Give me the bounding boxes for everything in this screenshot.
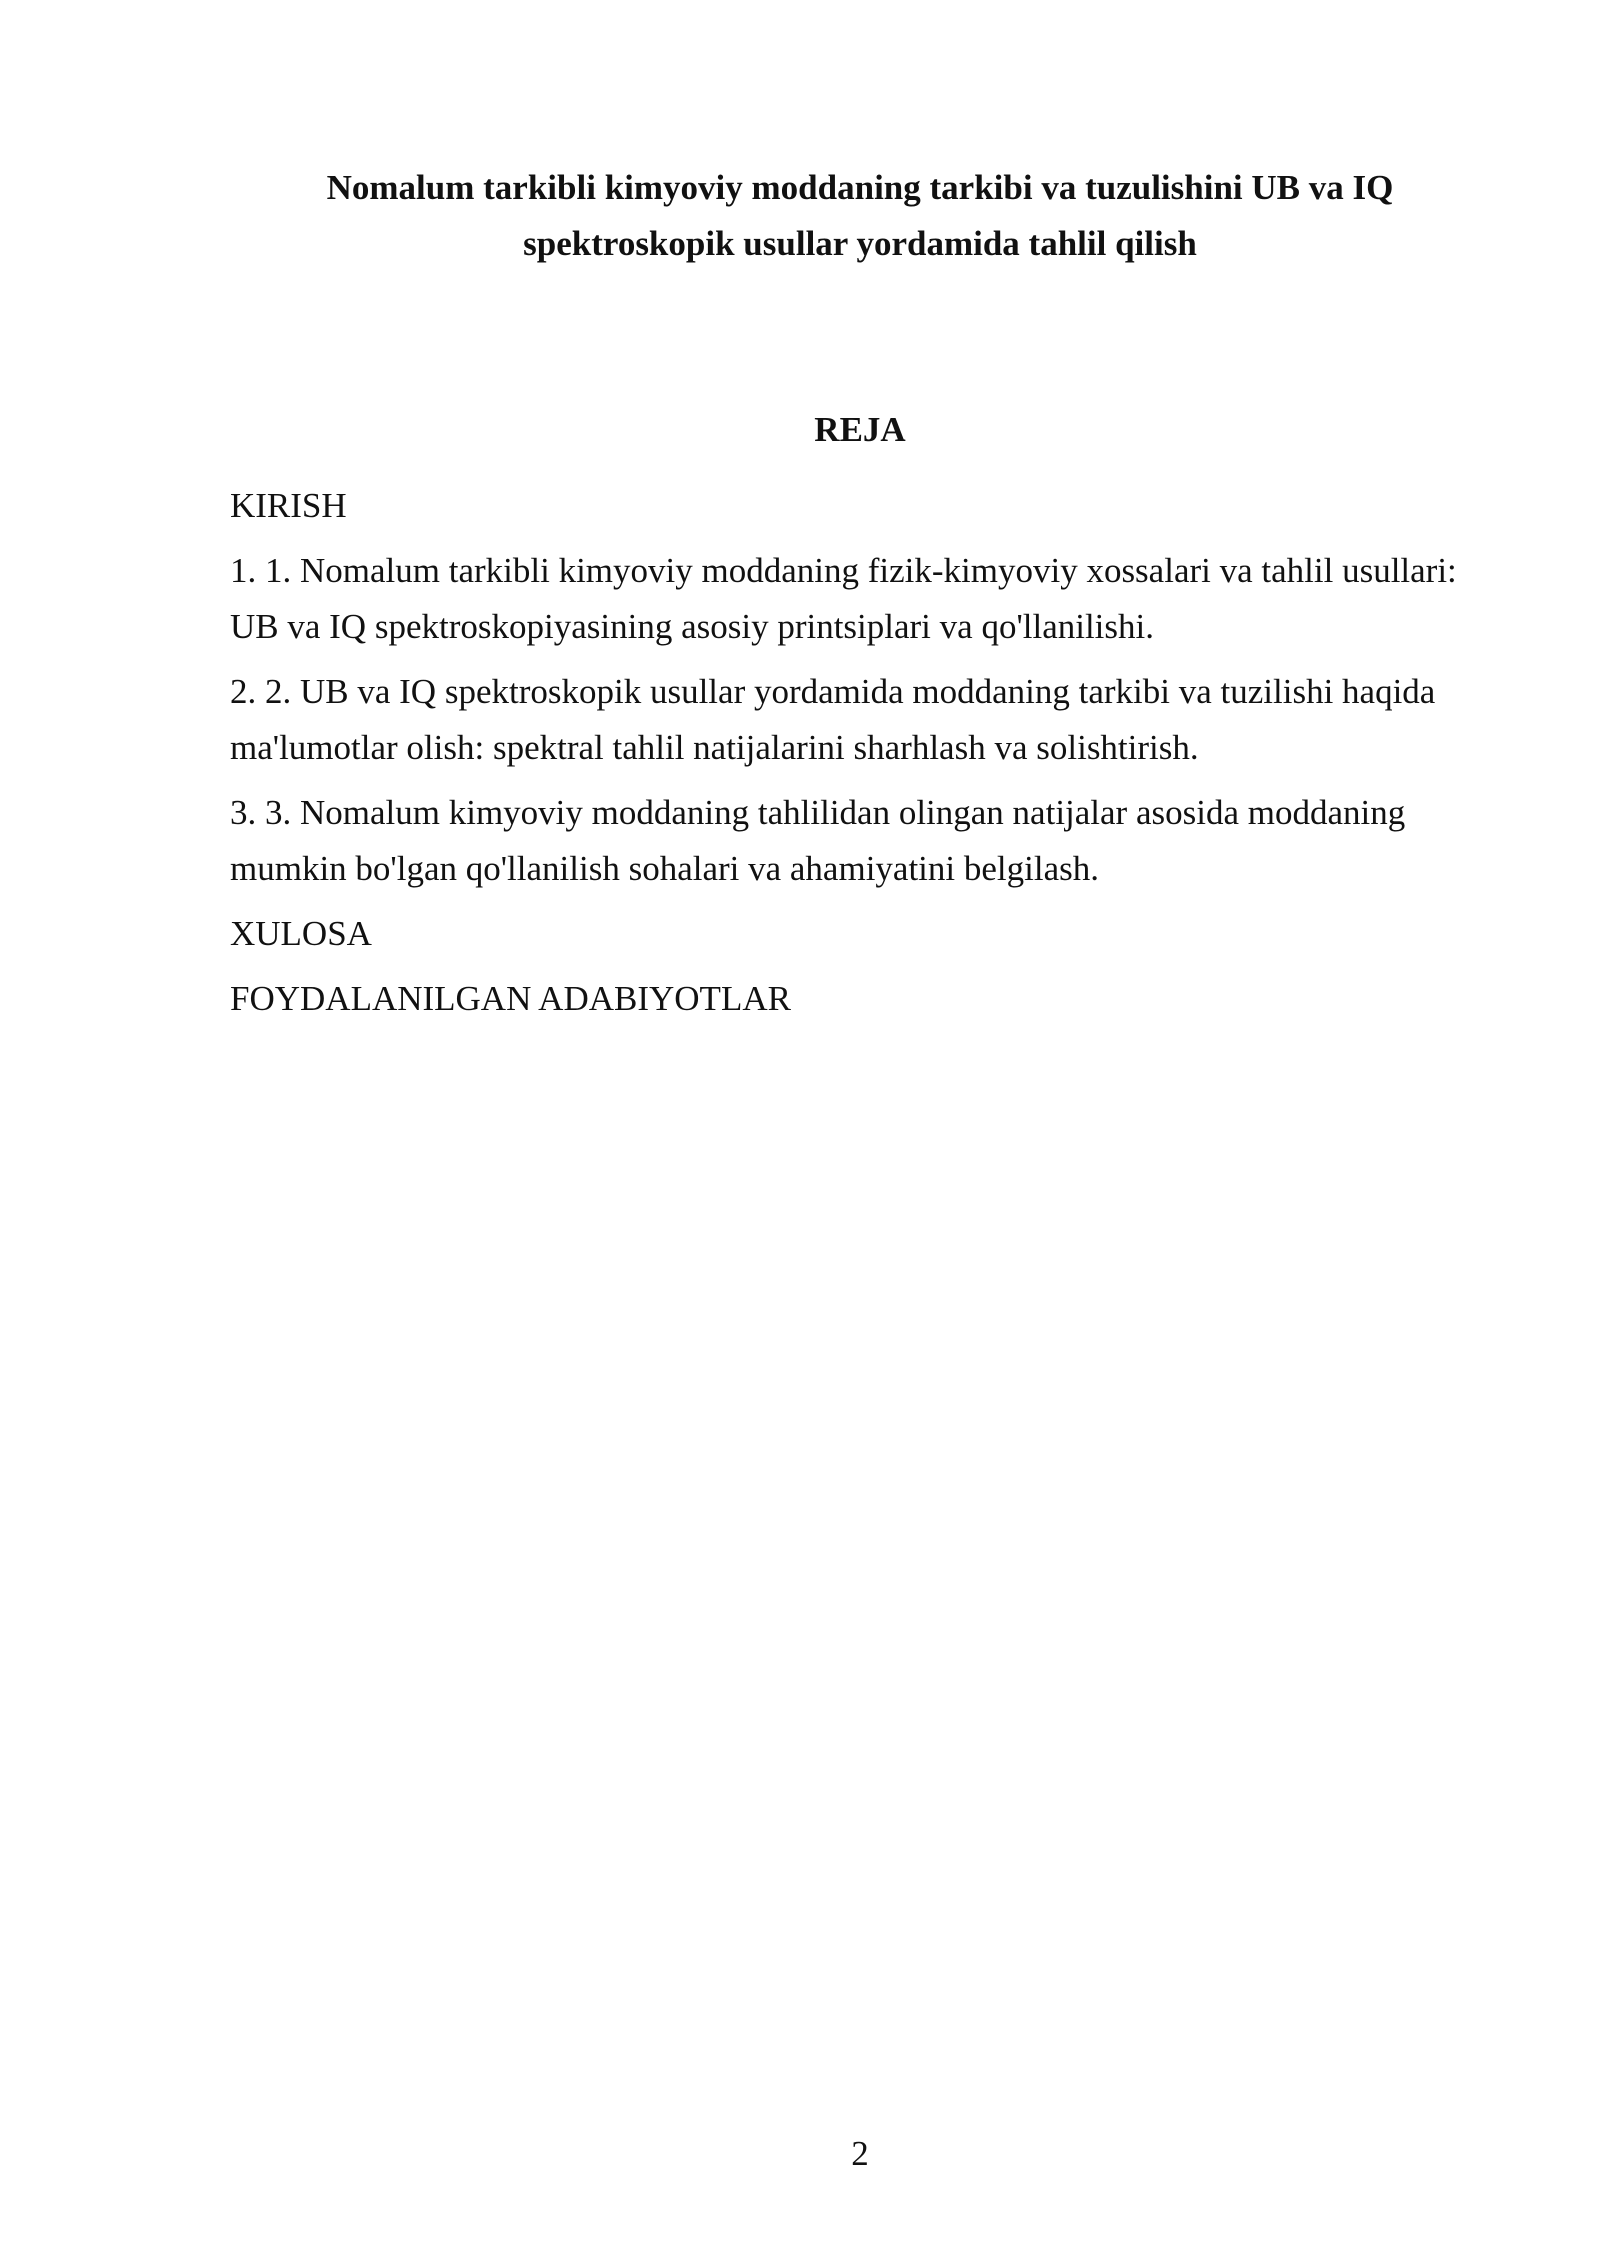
plan-item-chapter-3: 3. 3. Nomalum kimyoviy moddaning tahlilidan olingan natijalar asosida moddaning mumkin bo'lgan qo'llanilish sohalari va ahamiyatini belgilash. [230,793,1406,888]
document-title-line-2: spektroskopik usullar yordamida tahlil qilish [523,224,1197,263]
plan-item-introduction: KIRISH [230,486,347,525]
plan-item-chapter-1: 1. 1. Nomalum tarkibli kimyoviy moddaning fizik-kimyoviy xossalari va tahlil usullari: UB va IQ spektroskopiyasining asosiy printsiplari va qo'llanilishi. [230,551,1457,646]
plan-item-conclusion: XULOSA [230,914,372,953]
plan-item-references: FOYDALANILGAN ADABIYOTLAR [230,979,791,1018]
plan-heading: REJA [814,410,906,449]
document-title-line-1: Nomalum tarkibli kimyoviy moddaning tarkibi va tuzulishini UB va IQ [326,168,1394,207]
plan-item-chapter-2: 2. 2. UB va IQ spektroskopik usullar yordamida moddaning tarkibi va tuzilishi haqida ma'lumotlar olish: spektral tahlil natijalarini sharhlash va solishtirish. [230,672,1436,767]
page-number: 2 [851,2134,869,2173]
plan-list [230,478,1490,1036]
document-title [230,160,1490,272]
